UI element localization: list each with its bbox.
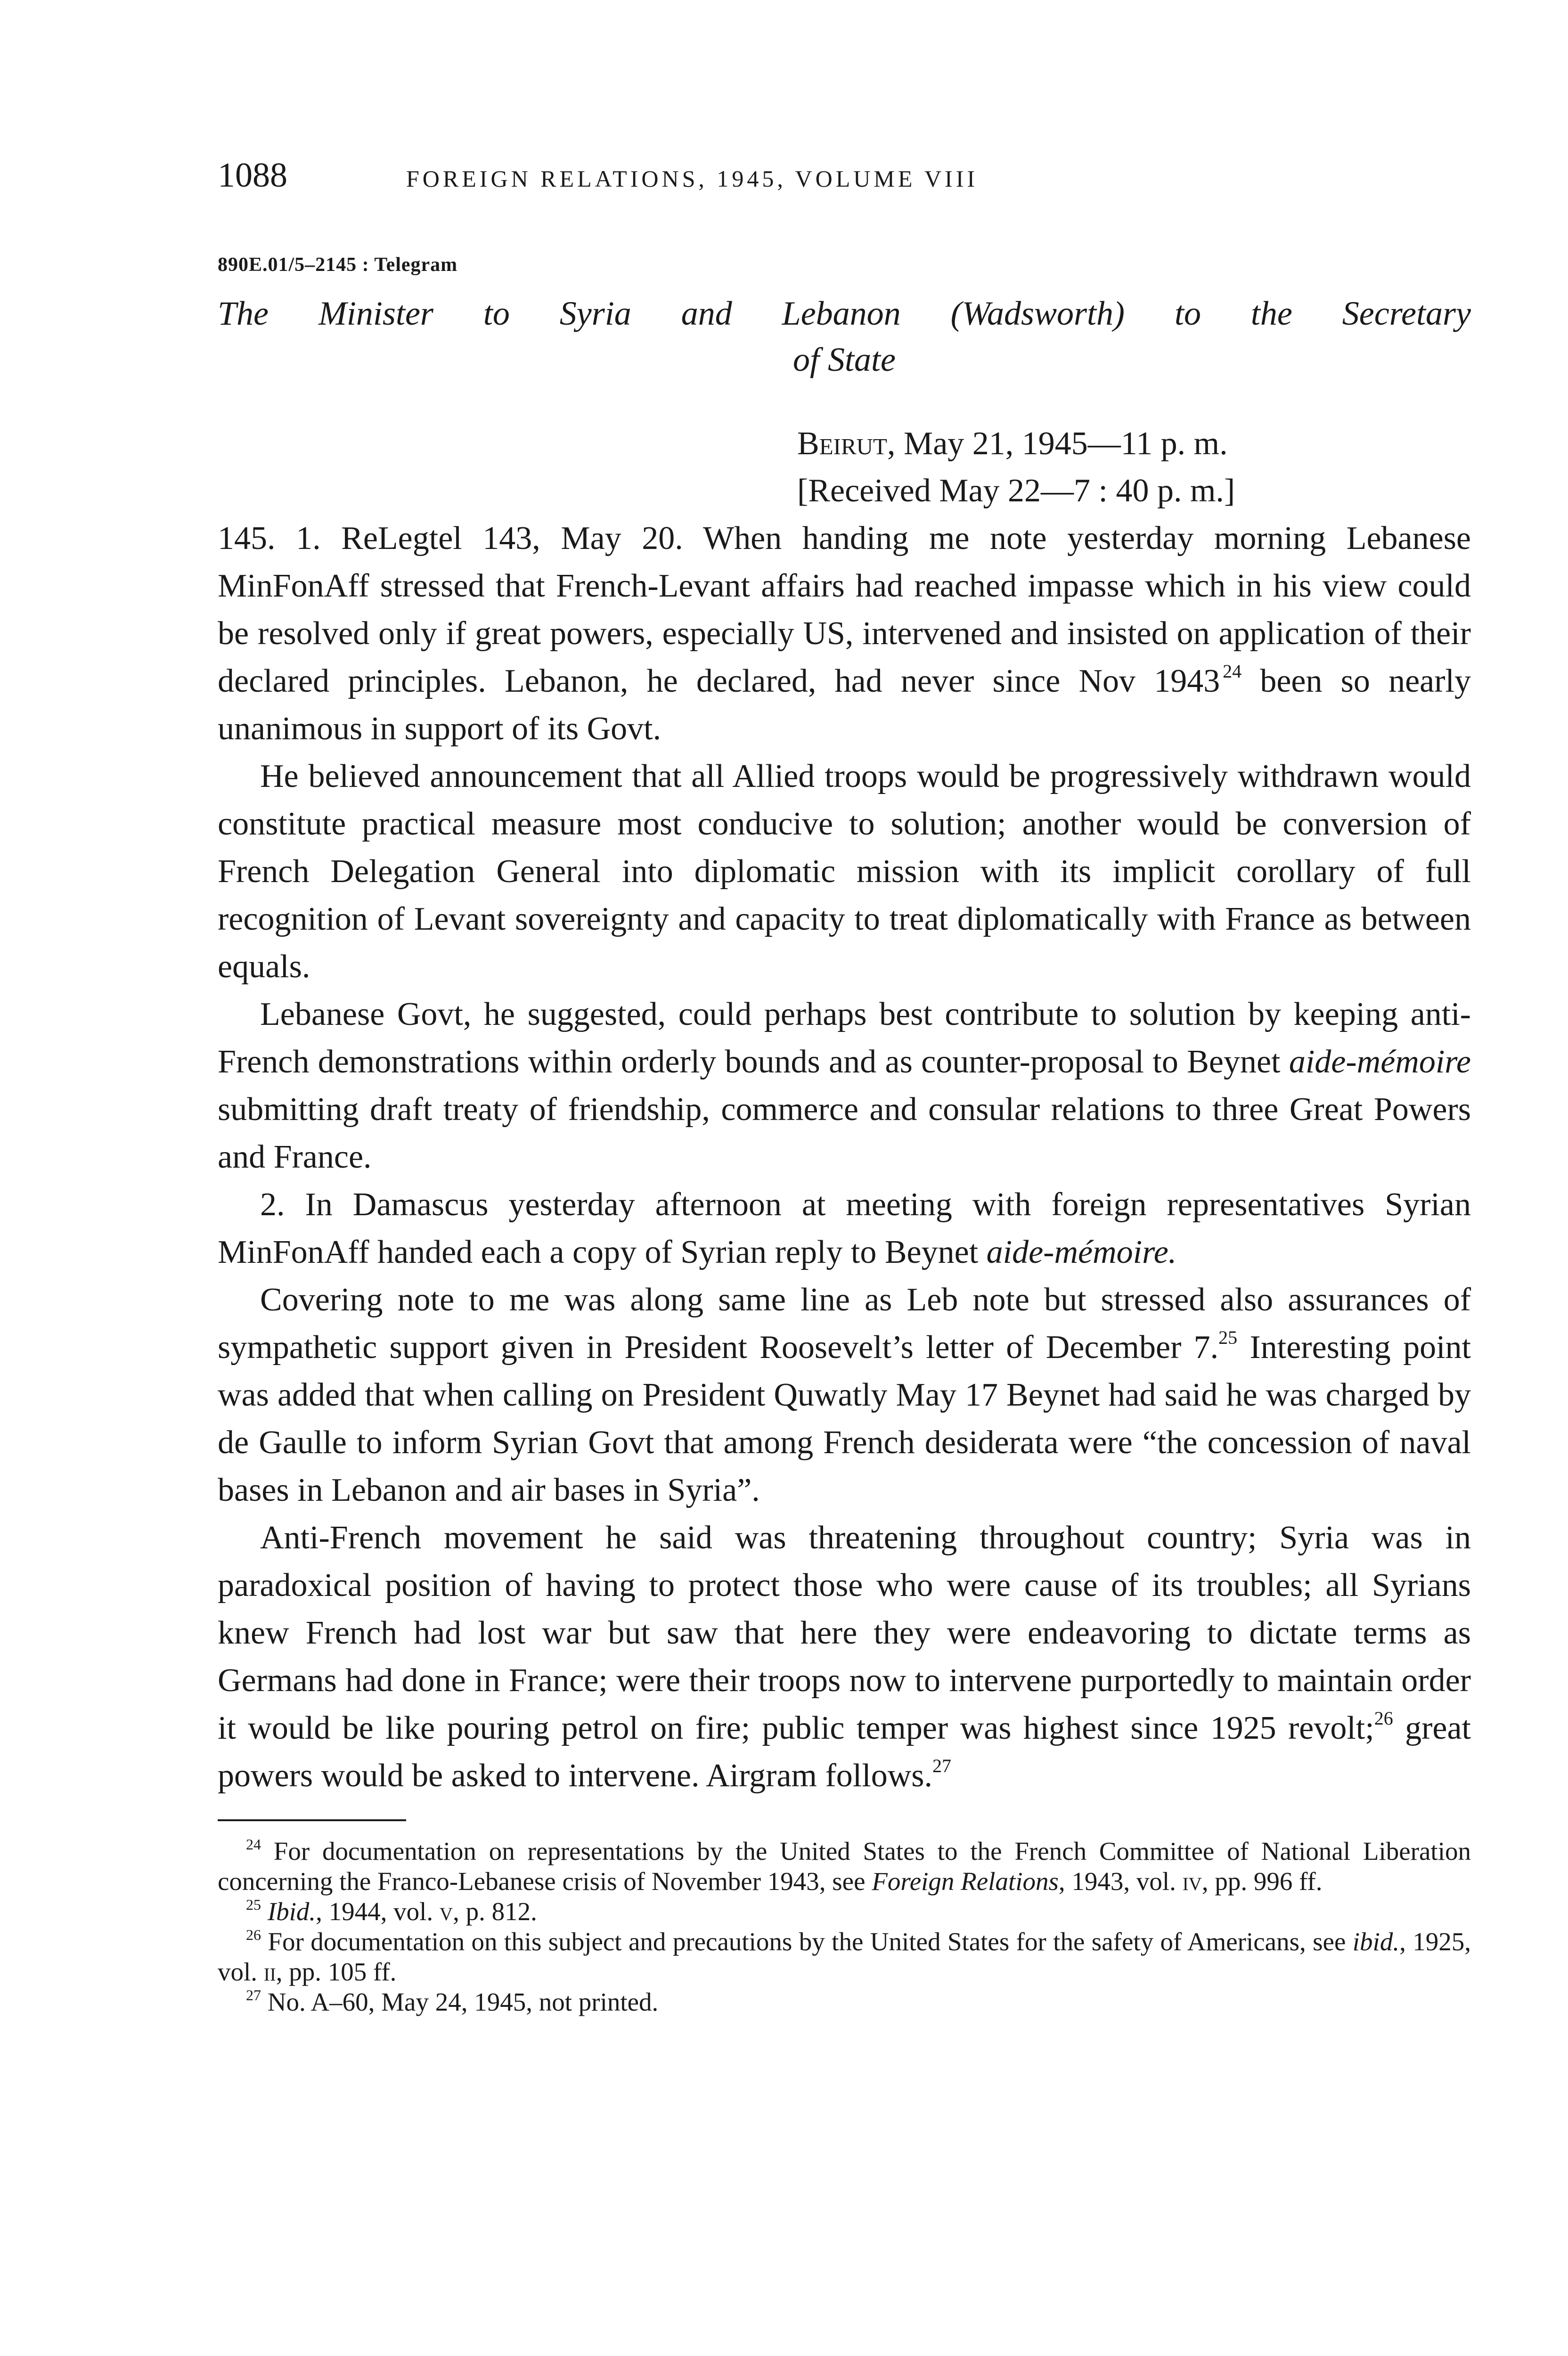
footnote-25-volume: v [439,1897,453,1926]
paragraph-4-text: 2. In Damascus yesterday afternoon at meeting with foreign representatives Syrian MinFonAff handed each a copy of Syrian reply to Beynet [218,1186,1471,1270]
dateline-sent [797,420,1471,467]
footnote-24-italic: Foreign Relations [872,1867,1059,1896]
footnote-24-text-a: For documentation on representations by the United States to the French Committee of National Liberation concerning the Franco-Lebanese crisis of November 1943, see [218,1837,1471,1896]
running-title: FOREIGN RELATIONS, 1945, VOLUME VIII [406,165,979,192]
footnote-25-italic: Ibid. [261,1897,316,1926]
page [218,155,1471,2017]
footnote-ref-26: 26 [1374,1708,1393,1729]
footnote-ref-24: 24 [1223,661,1242,682]
footnote-26-text-c: , pp. 105 ff. [276,1957,397,1986]
footnote-26-text-a: For documentation on this subject and precautions by the United States for the safety of Americans, see [261,1927,1353,1956]
paragraph-4 [218,1181,1471,1276]
footnote-26-text-b: , 1925, vol. [218,1927,1471,1986]
dateline-date: May 21, 1945—11 p. m. [895,425,1228,462]
paragraph-6-text-b: great powers would be asked to intervene. Airgram follows. [218,1710,1471,1794]
footnote-27-text: No. A–60, May 24, 1945, not printed. [261,1988,659,2016]
paragraph-4-italic: aide-mémoire. [986,1234,1177,1270]
document-title [218,290,1471,383]
paragraph-1-text: 145. 1. ReLegtel 143, May 20. When handing me note yesterday morning Lebanese MinFonAff stressed that French-Levant affairs had reached impasse which in his view could be resolved only if great powers, especially US, intervened and insisted on application of their declared principles. Lebanon, he declared, had never since Nov 1943 [218,520,1471,699]
footnote-27 [218,1987,1471,2017]
paragraph-6 [218,1514,1471,1800]
footnote-25 [218,1897,1471,1927]
document-title-line-1: The Minister to Syria and Lebanon (Wadsworth) to the Secretary [218,294,1471,332]
paragraph-3-text-b: submitting draft treaty of friendship, commerce and consular relations to three Great Powers and France. [218,1091,1471,1175]
footnote-27-number: 27 [246,1987,261,2004]
footnote-26-italic: ibid. [1352,1927,1400,1956]
paragraph-3-text-a: Lebanese Govt, he suggested, could perhaps best contribute to solution by keeping anti-French demonstrations within orderly bounds and as counter-proposal to Beynet [218,996,1471,1080]
paragraph-2: He believed announcement that all Allied troops would be progressively withdrawn would constitute practical measure most conducive to solution; another would be conversion of French Delegation General into diplomatic mission with its implicit corollary of full recognition of Levant sovereignty and capacity to treat diplomatically with France as between equals. [218,758,1471,985]
footnote-ref-25: 25 [1218,1327,1238,1348]
paragraph-5 [218,1276,1471,1514]
page-number: 1088 [218,156,287,195]
footnote-24 [218,1836,1471,1897]
footnote-ref-27: 27 [932,1755,951,1776]
paragraph-3-italic: aide-mémoire [1289,1044,1471,1080]
paragraph-3 [218,990,1471,1181]
footnote-24-text-c: , pp. 996 ff. [1201,1867,1323,1896]
paragraph-5-text-a: Covering note to me was along same line as Leb note but stressed also assurances of sympathetic support given in President Roosevelt’s letter of December 7. [218,1282,1471,1366]
footnote-24-text-b: , 1943, vol. [1058,1867,1183,1896]
document-reference: 890E.01/5–2145 : Telegram [218,254,458,276]
footnote-divider [218,1819,406,1821]
dateline [797,420,1471,515]
paragraph-6-text-a: Anti-French movement he said was threatening throughout country; Syria was in paradoxical position of having to protect those who were cause of its troubles; all Syrians knew French had lost war but saw that here they were endeavoring to dictate terms as Germans had done in France; were their troops now to intervene purportedly to maintain order it would be like pouring petrol on fire; public temper was highest since 1925 revolt; [218,1520,1471,1746]
footnote-26-number: 26 [246,1926,261,1943]
footnote-25-text-a: , 1944, vol. [316,1897,440,1926]
document-title-line-2: of State [793,341,896,378]
footnote-25-number: 25 [246,1896,261,1913]
paragraph-1-end: been so nearly unanimous in support of its Govt. [218,663,1471,747]
footnote-25-text-b: , p. 812. [453,1897,537,1926]
footnotes [218,1836,1471,2017]
paragraph-5-text-b: Interesting point was added that when calling on President Quwatly May 17 Beynet had said he was charged by de Gaulle to inform Syrian Govt that among French desiderata were “the concession of naval bases in Lebanon and air bases in Syria”. [218,1329,1471,1508]
footnote-26 [218,1927,1471,1987]
footnote-24-volume: iv [1182,1867,1202,1896]
paragraph-1 [218,515,1471,753]
dateline-place: Beirut, [797,425,896,462]
dateline-received: [Received May 22—7 : 40 p. m.] [797,473,1235,509]
running-head [218,155,1471,226]
footnote-24-number: 24 [246,1836,261,1853]
telegram-body [218,515,1471,1800]
footnote-26-volume: ii [263,1957,276,1986]
